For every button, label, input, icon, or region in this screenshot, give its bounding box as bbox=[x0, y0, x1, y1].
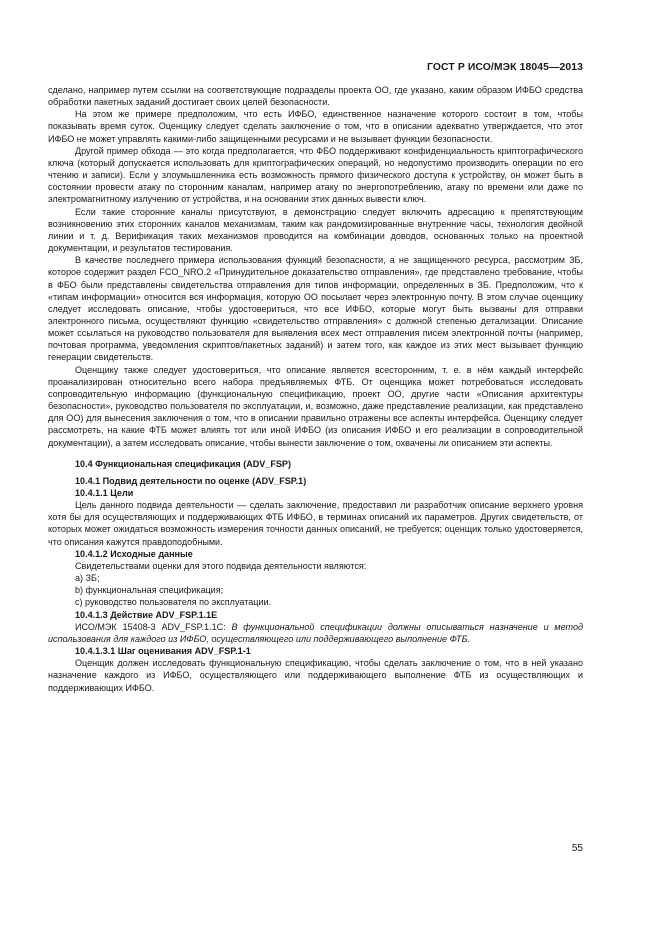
list-item: a) ЗБ; bbox=[75, 573, 100, 584]
page-header-title: ГОСТ Р ИСО/МЭК 18045—2013 bbox=[427, 62, 583, 73]
requirement-text: В функциональной спецификации должны описываться назначение и метод использования для каждого из ИФБО, осуществляющего или поддерживающего выполнение ФТБ. bbox=[48, 621, 583, 644]
paragraph: Цель данного подвида деятельности — сделать заключение, предоставил ли разработчик описание верхнего уровня хотя бы для осуществляющих и поддерживающих ФТБ ИФБО, в терминах описаний их параметров. Других свидетельств, от которых может ожидаться возможность измерения точности данных описаний, не требуется; оценщик только удостоверяется, что описания кажутся правдоподобными. bbox=[48, 500, 583, 547]
paragraph: Если такие сторонние каналы присутствуют, в демонстрацию следует включить адресацию к препятствующим возникновению этих сторонних каналов механизмам, таким как рандомизированные внутренние часы, технология двойной линии и т. д. Верификация таких механизмов проводится на комбинации доводов, основанных только на проектной документации, и результатов тестирования. bbox=[48, 206, 583, 254]
list-item: b) функциональная спецификация; bbox=[75, 585, 224, 596]
section-heading-10-4-1-3: 10.4.1.3 Действие ADV_FSP.1.1E bbox=[75, 609, 218, 620]
standard-reference: ИСО/МЭК 15408-3 ADV_FSP.1.1C: bbox=[75, 621, 232, 632]
page-number: 55 bbox=[571, 843, 583, 854]
paragraph: Свидетельствами оценки для этого подвида деятельности являются: bbox=[75, 560, 367, 571]
paragraph: Другой пример обхода — это когда предполагается, что ФБО поддерживают конфиденциальность криптографического ключа (который допускается использовать для криптографических операций, но недопустимо производить операции по его чтению и записи). Если у злоумышленника есть возможность прямого физического доступа к устройству, он может быть в состоянии провести атаку по сторонним каналам, например атаку по энергопотреблению, атаку по времени или даже по электромагнитному излучению от устройства, и на основании этих данных вывести ключ. bbox=[48, 145, 583, 205]
paragraph: На этом же примере предположим, что есть ИФБО, единственное назначение которого состоит в том, чтобы показывать время суток. Оценщику следует сделать заключение о том, что в описании адекватно утверждается, что этот ИФБО не может управлять какими-либо защищенными ресурсами и не вызывает функции безопасности. bbox=[48, 109, 583, 144]
section-heading-10-4: 10.4 Функциональная спецификация (ADV_FSP) bbox=[75, 458, 291, 469]
section-heading-10-4-1-1: 10.4.1.1 Цели bbox=[75, 488, 134, 498]
document-body bbox=[48, 84, 583, 694]
paragraph: Оценщику также следует удостовериться, что описание является всесторонним, т. е. в нём каждый интерфейс проанализирован относительно всего набора предъявляемых ФТБ. От оценщика может потребоваться исследовать сопроводительную информацию (функциональную спецификацию, проект ОО, другие части «Описания архитектуры безопасности», руководство пользователя по эксплуатации, и, возможно, даже представление реализации, как представлено для ОО) для вынесения заключения о том, что в описании правильно отражены все аспекты интерфейса. Оценщику следует рассмотреть, на какие ФТБ может влиять тот или иной ИФБО (из описания ИФБО и его реализации в сопроводительной документации), а затем исследовать описание, чтобы вынести заключение о том, охвачены ли описанием эти аспекты. bbox=[48, 364, 583, 448]
paragraph: В качестве последнего примера использования функций безопасности, а не защищенного ресурса, рассмотрим ЗБ, которое содержит раздел FCO_NRO.2 «Принудительное доказательство отправления», где представлено требование, чтобы в ФБО были представлены свидетельства отправления для типов информации, определенных в ЗБ. Предположим, что к «типам информации» относится вся информация, которую ОО посылает через электронную почту. В этом случае оценщику следует исследовать описание, чтобы удостовериться, что все ИФБО, которые могут быть вызваны для отправки электронного письма, осуществляют функцию «свидетельство отправления» с должной степенью детализации. Описание может ссылаться на руководство пользователя для выявления всех мест отправления писем электронной почты (например, почтовая программа, уведомления скриптов/пакетных заданий) и затем того, как каждое из этих мест вызывает функцию генерации свидетельств. bbox=[48, 255, 583, 363]
paragraph-requirement bbox=[48, 621, 583, 645]
list-item: c) руководство пользователя по эксплуатации. bbox=[75, 597, 272, 608]
paragraph: сделано, например путем ссылки на соответствующие подразделы проекта ОО, где указано, каким образом ИФБО средства обработки пакетных заданий достигает своих целей безопасности. bbox=[48, 85, 583, 108]
section-heading-10-4-1-2: 10.4.1.2 Исходные данные bbox=[75, 548, 193, 559]
section-heading-10-4-1: 10.4.1 Подвид деятельности по оценке (ADV_FSP.1) bbox=[75, 475, 307, 486]
paragraph: Оценщик должен исследовать функциональную спецификацию, чтобы сделать заключение о том, что в ней указано назначение каждого из ИФБО, осуществляющего или поддерживающего выполнение ФТБ из осуществляющих и поддерживающих ИФБО. bbox=[48, 658, 583, 693]
section-heading-10-4-1-3-1: 10.4.1.3.1 Шаг оценивания ADV_FSP.1-1 bbox=[75, 646, 251, 657]
